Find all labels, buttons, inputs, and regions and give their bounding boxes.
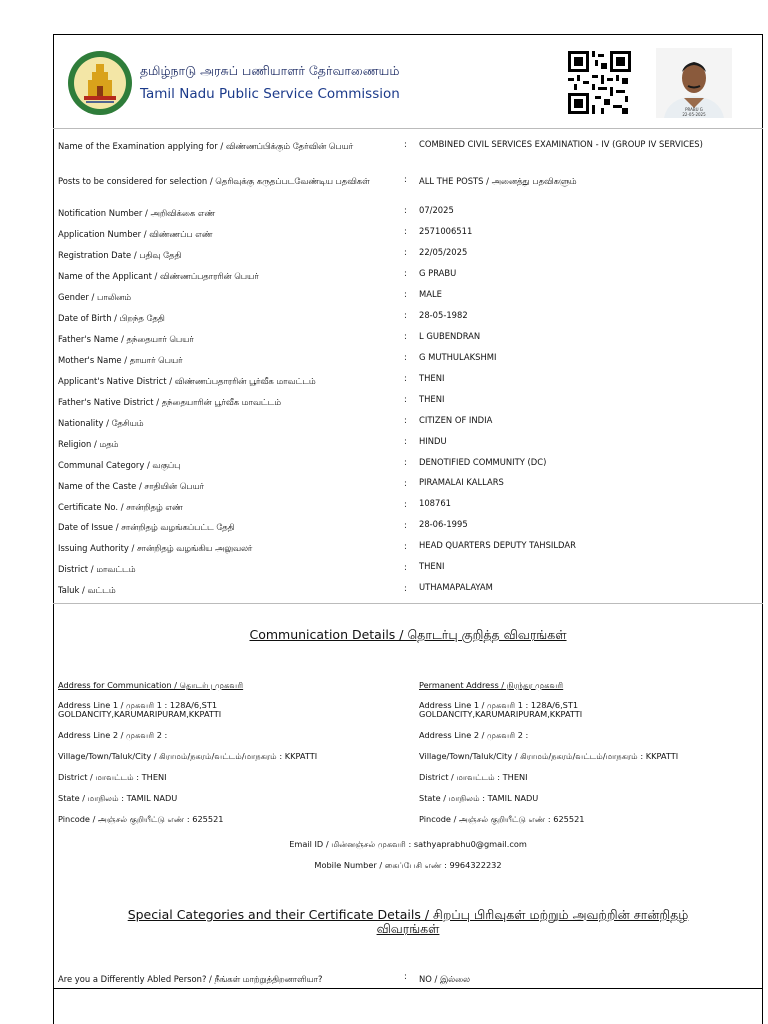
field-separator: :	[404, 478, 407, 488]
field-separator: :	[404, 352, 407, 362]
qr-code-icon	[566, 51, 633, 114]
comm-district: District / மாவட்டம் : THENI	[58, 772, 167, 782]
field-label: Registration Date / பதிவு தேதி	[58, 250, 182, 260]
field-separator: :	[404, 247, 407, 257]
field-value: HEAD QUARTERS DEPUTY TAHSILDAR	[419, 540, 576, 550]
header-divider	[53, 128, 763, 129]
perm-district: District / மாவட்டம் : THENI	[419, 772, 528, 782]
differently-abled-label: Are you a Differently Abled Person? / நீங்கள் மாற்றுத்திறனாளியா?	[58, 974, 323, 984]
perm-address-line2: Address Line 2 / முகவரி 2 :	[419, 730, 529, 740]
photo-caption-name: PRABU G	[685, 107, 703, 112]
field-value: L GUBENDRAN	[419, 331, 481, 341]
perm-village: Village/Town/Taluk/City / கிராமம்/நகரம்/வட்டம்/மாநகரம் : KKPATTI	[419, 751, 679, 761]
field-separator: :	[404, 226, 407, 236]
field-label: Name of the Applicant / விண்ணப்பதாரரின் பெயர்	[58, 271, 259, 281]
field-value: G MUTHULAKSHMI	[419, 352, 497, 362]
field-value: ALL THE POSTS / அனைத்து பதவிகளும்	[419, 176, 577, 186]
org-name-tamil: தமிழ்நாடு அரசுப் பணியாளர் தேர்வாணையம்	[140, 63, 400, 78]
field-label: District / மாவட்டம்	[58, 564, 136, 574]
field-separator: :	[404, 331, 407, 341]
field-separator: :	[404, 541, 407, 551]
field-label: Notification Number / அறிவிக்கை எண்	[58, 208, 216, 218]
field-label: Name of the Examination applying for / விண்ணப்பிக்கும் தேர்வின் பெயர்	[58, 141, 354, 151]
field-value: 28-06-1995	[419, 519, 468, 529]
field-separator: :	[404, 139, 407, 149]
field-separator: :	[404, 394, 407, 404]
special-categories-heading-cont: விவரங்கள்	[376, 921, 440, 936]
field-value: PIRAMALAI KALLARS	[419, 477, 504, 487]
field-value: THENI	[419, 394, 445, 404]
field-value: 07/2025	[419, 205, 454, 215]
field-label: Communal Category / வகுப்பு	[58, 460, 181, 470]
comm-state: State / மாநிலம் : TAMIL NADU	[58, 793, 178, 803]
field-separator: :	[404, 562, 407, 572]
field-value: 2571006511	[419, 226, 473, 236]
field-label: Posts to be considered for selection / தெரிவுக்கு கருதப்படவேண்டிய பதவிகள்	[58, 176, 370, 186]
field-value: G PRABU	[419, 268, 457, 278]
field-value: THENI	[419, 561, 445, 571]
field-separator: :	[404, 373, 407, 383]
perm-state: State / மாநிலம் : TAMIL NADU	[419, 793, 539, 803]
field-value: THENI	[419, 373, 445, 383]
comm-pincode: Pincode / அஞ்சல் குறியீட்டு எண் : 625521	[58, 814, 224, 824]
field-value: 22/05/2025	[419, 247, 468, 257]
field-value: 28-05-1982	[419, 310, 468, 320]
field-label: Name of the Caste / சாதியின் பெயர்	[58, 481, 204, 491]
applicant-photo	[656, 48, 732, 118]
comm-address-title: Address for Communication / தொடர்பு முகவரி	[58, 680, 244, 690]
field-label: Date of Issue / சான்றிதழ் வழங்கப்பட்ட தேதி	[58, 522, 235, 532]
field-value: UTHAMAPALAYAM	[419, 582, 493, 592]
field-value: MALE	[419, 289, 442, 299]
field-label: Applicant's Native District / விண்ணப்பதாரரின் பூர்வீக மாவட்டம்	[58, 376, 316, 386]
field-label: Issuing Authority / சான்றிதழ் வழங்கிய அலுவலர்	[58, 543, 253, 553]
comm-address-line2: Address Line 2 / முகவரி 2 :	[58, 730, 168, 740]
mobile-line: Mobile Number / கைப்பேசி எண் : 9964322232	[314, 860, 502, 870]
bottom-rule	[53, 988, 763, 989]
perm-address-line1-cont: GOLDANCITY,KARUMARIPURAM,KKPATTI	[419, 709, 583, 719]
field-label: Certificate No. / சான்றிதழ் எண்	[58, 502, 183, 512]
field-label: Taluk / வட்டம்	[58, 585, 116, 595]
perm-address-title: Permanent Address / நிரந்தர முகவரி	[419, 680, 564, 690]
comm-address-line1-cont: GOLDANCITY,KARUMARIPURAM,KKPATTI	[58, 709, 222, 719]
field-separator: :	[404, 268, 407, 278]
email-line: Email ID / மின்னஞ்சல் முகவரி : sathyaprabhu0@gmail.com	[289, 839, 527, 849]
perm-address-line1: Address Line 1 / முகவரி 1 : 128A/6,ST1	[419, 700, 579, 710]
field-label: Religion / மதம்	[58, 439, 119, 449]
comm-address-line1: Address Line 1 / முகவரி 1 : 128A/6,ST1	[58, 700, 218, 710]
field-separator: :	[404, 415, 407, 425]
photo-caption-date: 22-05-2025	[682, 112, 706, 117]
field-separator: :	[404, 174, 407, 184]
org-name-english: Tamil Nadu Public Service Commission	[140, 86, 400, 102]
special-categories-heading: Special Categories and their Certificate Details / சிறப்பு பிரிவுகள் மற்றும் அவற்றின் சான்றிதழ்	[127, 907, 689, 922]
field-separator: :	[404, 971, 407, 981]
field-label: Nationality / தேசியம்	[58, 418, 144, 428]
field-separator: :	[404, 520, 407, 530]
field-label: Application Number / விண்ணப்ப எண்	[58, 229, 213, 239]
field-label: Father's Name / தந்தையார் பெயர்	[58, 334, 194, 344]
field-value: 108761	[419, 498, 451, 508]
field-label: Father's Native District / தந்தையாரின் பூர்வீக மாவட்டம்	[58, 397, 281, 407]
field-separator: :	[404, 205, 407, 215]
communication-heading: Communication Details / தொடர்பு குறித்த விவரங்கள்	[249, 627, 567, 642]
section-divider	[53, 603, 763, 604]
photo-caption	[656, 107, 732, 117]
field-separator: :	[404, 499, 407, 509]
field-separator: :	[404, 310, 407, 320]
field-separator: :	[404, 457, 407, 467]
field-separator: :	[404, 583, 407, 593]
field-separator: :	[404, 289, 407, 299]
field-label: Date of Birth / பிறந்த தேதி	[58, 313, 165, 323]
differently-abled-value: NO / இல்லை	[419, 974, 470, 984]
field-value: COMBINED CIVIL SERVICES EXAMINATION - IV (GROUP IV SERVICES)	[419, 139, 703, 149]
perm-pincode: Pincode / அஞ்சல் குறியீட்டு எண் : 625521	[419, 814, 585, 824]
field-value: HINDU	[419, 436, 447, 446]
tamil-nadu-emblem-icon	[66, 50, 134, 116]
field-label: Gender / பாலினம்	[58, 292, 132, 302]
field-separator: :	[404, 436, 407, 446]
comm-village: Village/Town/Taluk/City / கிராமம்/நகரம்/வட்டம்/மாநகரம் : KKPATTI	[58, 751, 318, 761]
field-label: Mother's Name / தாயார் பெயர்	[58, 355, 183, 365]
field-value: DENOTIFIED COMMUNITY (DC)	[419, 457, 547, 467]
field-value: CITIZEN OF INDIA	[419, 415, 493, 425]
